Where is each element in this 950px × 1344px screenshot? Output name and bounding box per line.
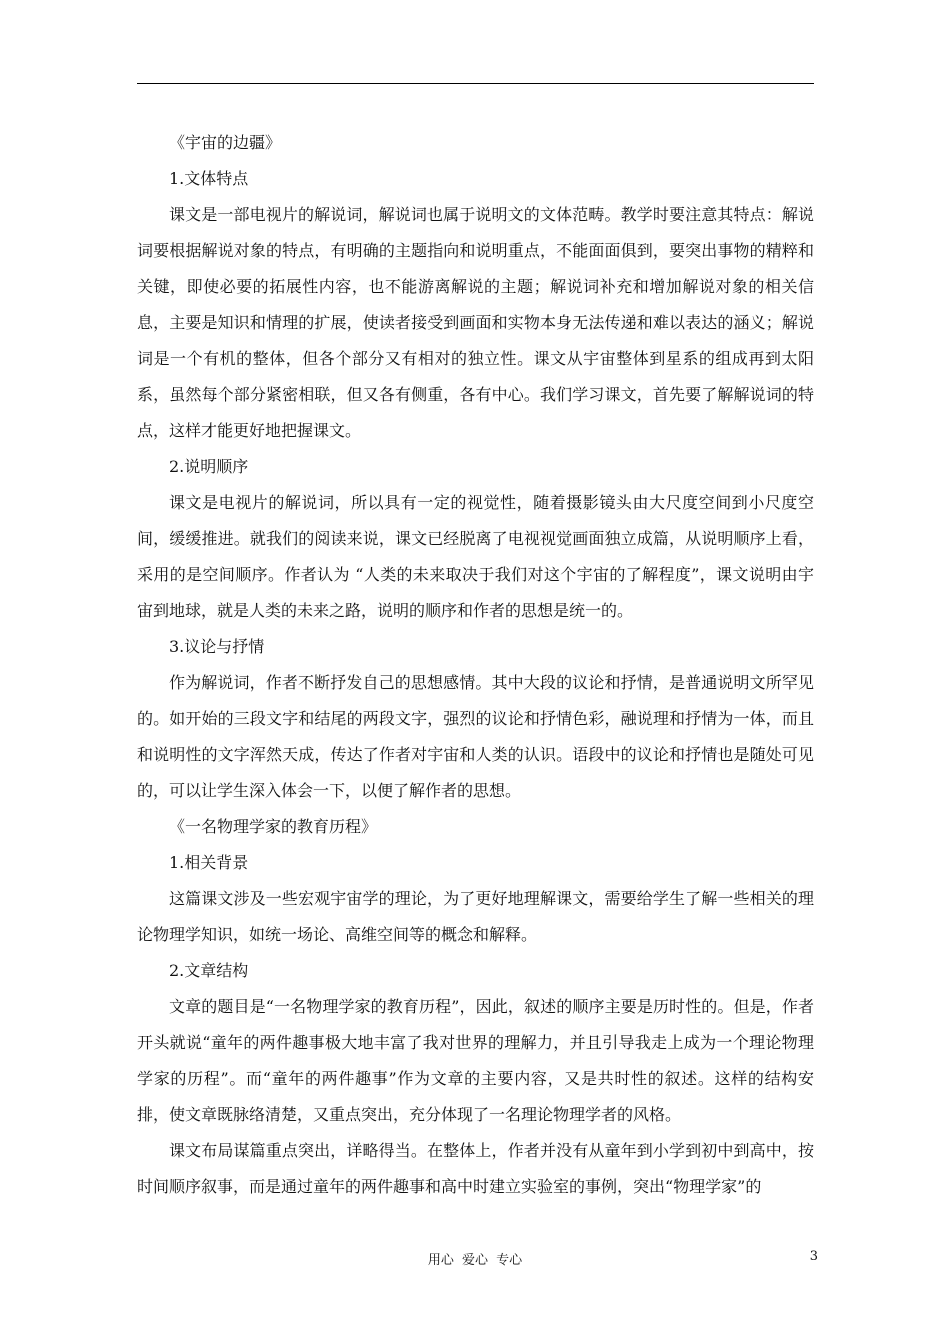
paragraph: 文章的题目是“一名物理学家的教育历程”，因此，叙述的顺序主要是历时性的。但是，作者开头就说“童年的两件趣事极大地丰富了我对世界的理解力，并且引导我走上成为一个理论物理学家的历程”。而“童年的两件趣事”作为文章的主要内容，又是共时性的叙述。这样的结构安排，使文章既脉络清楚，又重点突出，充分体现了一名理论物理学者的风格。 <box>137 997 814 1124</box>
document-body <box>137 125 814 1205</box>
paragraph: 作为解说词，作者不断抒发自己的思想感情。其中大段的议论和抒情，是普通说明文所罕见的。如开始的三段文字和结尾的两段文字，强烈的议论和抒情色彩，融说理和抒情为一体，而且和说明性的文字浑然天成，传达了作者对宇宙和人类的认识。语段中的议论和抒情也是随处可见的，可以让学生深入体会一下，以便了解作者的思想。 <box>137 673 814 800</box>
subheading: 1.相关背景 <box>169 853 249 872</box>
paragraph: 这篇课文涉及一些宏观宇宙学的理论，为了更好地理解课文，需要给学生了解一些相关的理论物理学知识，如统一场论、高维空间等的概念和解释。 <box>137 889 814 944</box>
section-title: 《一名物理学家的教育历程》 <box>169 817 378 836</box>
subheading: 3.议论与抒情 <box>169 637 265 656</box>
subheading: 1.文体特点 <box>169 169 249 188</box>
subheading: 2.文章结构 <box>169 961 249 980</box>
paragraph: 课文是电视片的解说词，所以具有一定的视觉性，随着摄影镜头由大尺度空间到小尺度空间，缓缓推进。就我们的阅读来说，课文已经脱离了电视视觉画面独立成篇，从说明顺序上看，采用的是空间顺序。作者认为 “人类的未来取决于我们对这个宇宙的了解程度”，课文说明由宇宙到地球，就是人类的未来之路，说明的顺序和作者的思想是统一的。 <box>137 493 814 620</box>
section-title: 《宇宙的边疆》 <box>169 133 282 152</box>
page-number: 3 <box>809 1249 818 1264</box>
header-rule <box>137 83 814 84</box>
footer-slogan: 用心 爱心 专心 <box>427 1253 523 1268</box>
paragraph: 课文布局谋篇重点突出，详略得当。在整体上，作者并没有从童年到小学到初中到高中，按时间顺序叙事，而是通过童年的两件趣事和高中时建立实验室的事例，突出“物理学家”的 <box>137 1141 814 1196</box>
paragraph: 课文是一部电视片的解说词，解说词也属于说明文的文体范畴。教学时要注意其特点：解说词要根据解说对象的特点，有明确的主题指向和说明重点，不能面面俱到，要突出事物的精粹和关键，即使必要的拓展性内容，也不能游离解说的主题；解说词补充和增加解说对象的相关信息，主要是知识和情理的扩展，使读者接受到画面和实物本身无法传递和难以表达的涵义；解说词是一个有机的整体，但各个部分又有相对的独立性。课文从宇宙整体到星系的组成再到太阳系，虽然每个部分紧密相联，但又各有侧重，各有中心。我们学习课文，首先要了解解说词的特点，这样才能更好地把握课文。 <box>137 205 814 440</box>
subheading: 2.说明顺序 <box>169 457 249 476</box>
